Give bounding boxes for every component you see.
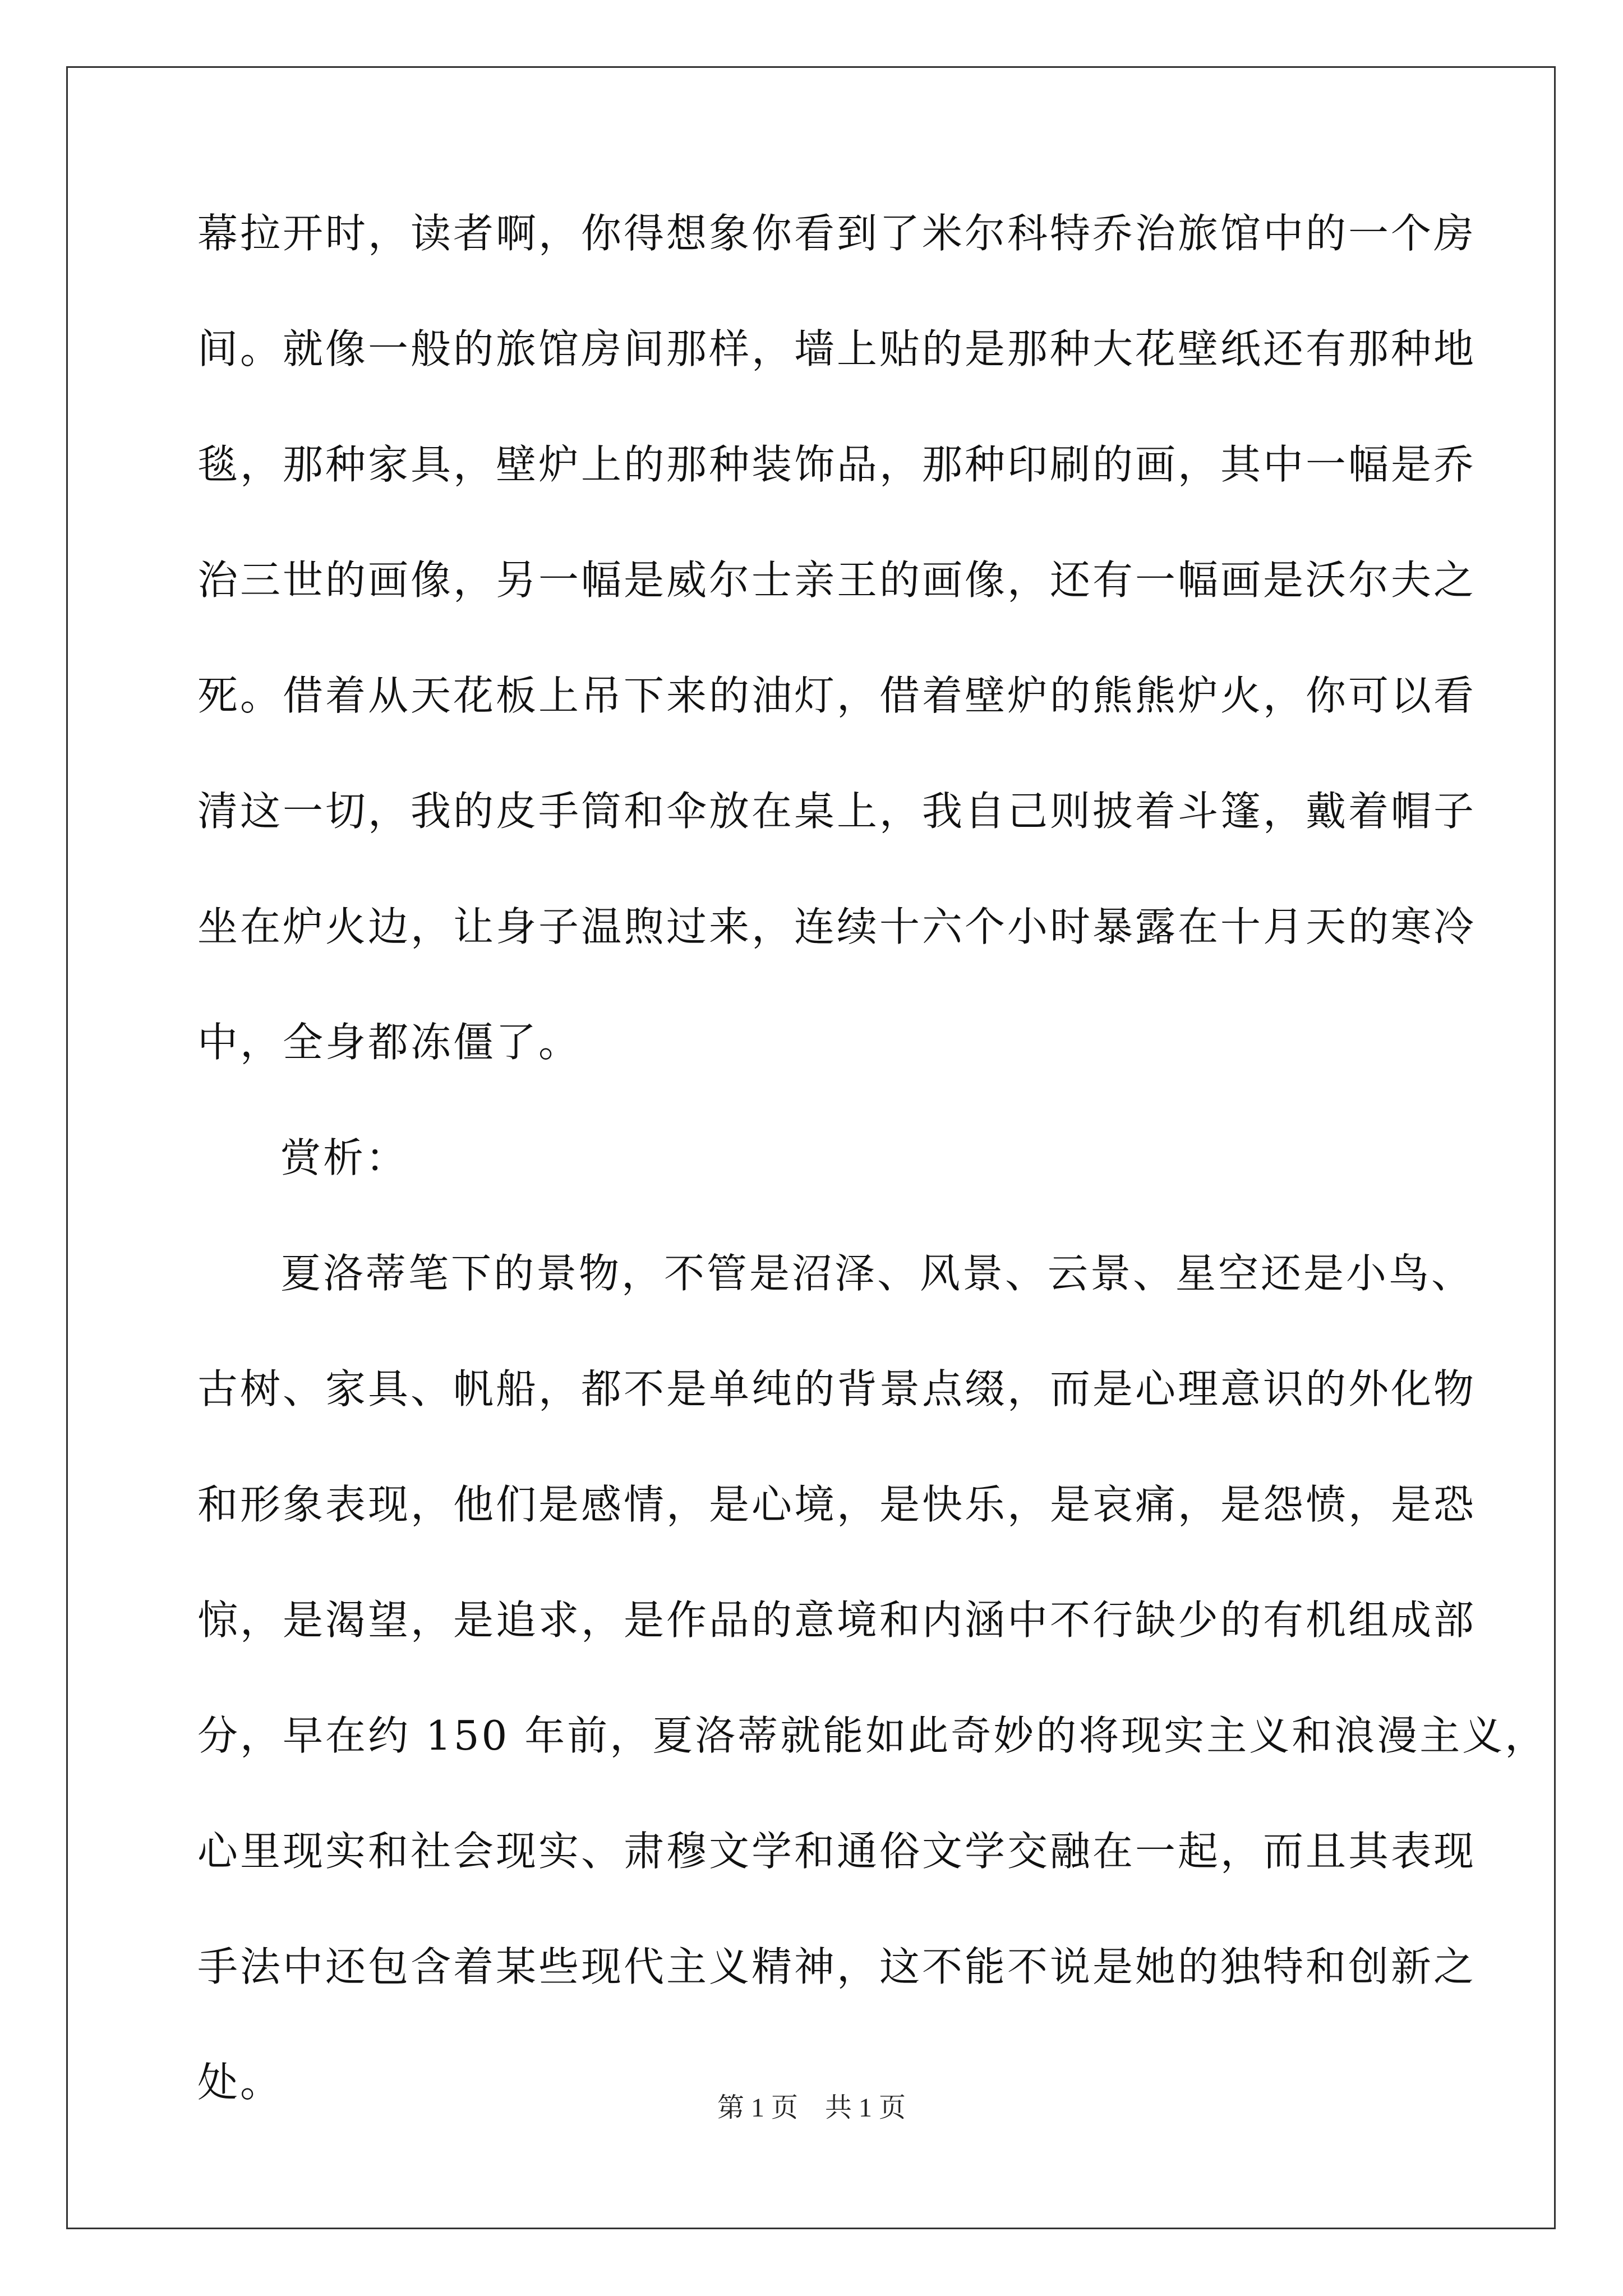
text-line: 治三世的画像，另一幅是威尔士亲王的画像，还有一幅画是沃尔夫之 (197, 556, 1477, 604)
text-line: 古树、家具、帆船，都不是单纯的背景点缀，而是心理意识的外化物 (197, 1365, 1477, 1412)
page-footer (0, 2092, 1623, 2124)
text-line: 处。 (197, 2059, 283, 2106)
text-line: 心里现实和社会现实、肃穆文学和通俗文学交融在一起，而且其表现 (197, 1828, 1477, 1875)
text-line: 清这一切，我的皮手筒和伞放在桌上，我自己则披着斗篷，戴着帽子 (197, 788, 1477, 835)
section-heading: 赏析： (280, 1134, 409, 1181)
document-body (197, 203, 1548, 2168)
text-line: 间。就像一般的旅馆房间那样，墙上贴的是那种大花壁纸还有那种地 (197, 325, 1477, 372)
text-line: 坐在炉火边，让身子温煦过来，连续十六个小时暴露在十月天的寒冷 (197, 903, 1477, 950)
text-line: 手法中还包含着某些现代主义精神，这不能不说是她的独特和创新之 (197, 1943, 1477, 1990)
page-number: 第 1 页 (717, 2093, 798, 2123)
text-line: 毯，那种家具，壁炉上的那种装饰品，那种印刷的画，其中一幅是乔 (197, 441, 1477, 488)
page-total: 共 1 页 (825, 2093, 906, 2123)
text-line: 夏洛蒂笔下的景物，不管是沼泽、风景、云景、星空还是小鸟、 (280, 1250, 1474, 1297)
text-line: 死。借着从天花板上吊下来的油灯，借着壁炉的熊熊炉火，你可以看 (197, 672, 1477, 719)
text-line: 惊，是渴望，是追求，是作品的意境和内涵中不行缺少的有机组成部 (197, 1596, 1477, 1644)
text-line: 中，全身都冻僵了。 (197, 1019, 582, 1066)
text-line: 幕拉开时，读者啊，你得想象你看到了米尔科特乔治旅馆中的一个房 (197, 210, 1477, 257)
text-line: 和形象表现，他们是感情，是心境，是快乐，是哀痛，是怨愤，是恐 (197, 1481, 1477, 1528)
text-line: 分，早在约 150 年前，夏洛蒂就能如此奇妙的将现实主义和浪漫主义， (197, 1712, 1548, 1759)
